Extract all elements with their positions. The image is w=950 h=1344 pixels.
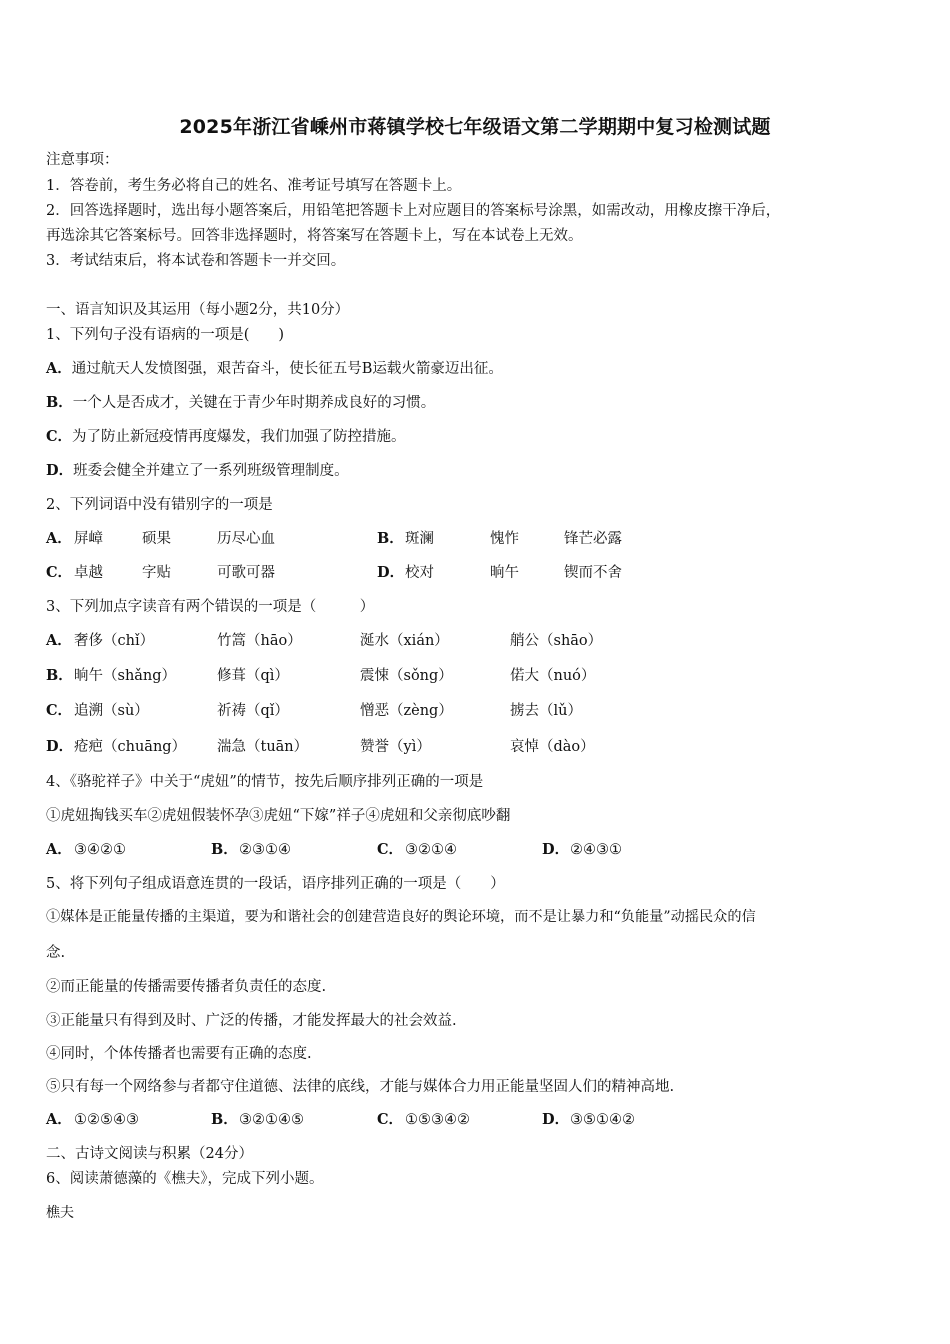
q1-option-d	[46, 461, 349, 481]
option-label: B．	[377, 530, 404, 547]
q2-stem: 2、下列词语中没有错别字的一项是	[46, 497, 273, 513]
word: 晌午	[490, 565, 519, 581]
word: 校对	[405, 565, 434, 581]
q4-stem: 4、《骆驼祥子》中关于“虎妞”的情节，按先后顺序排列正确的一项是	[46, 774, 484, 790]
q5-sentence-1: ①媒体是正能量传播的主渠道，要为和谐社会的创建营造良好的舆论环境，而不是让暴力和“负能量”动摇民众的信	[46, 909, 756, 925]
q1-option-a	[46, 359, 503, 379]
word: 掳去（lǔ）	[510, 703, 582, 719]
option-label: B．	[46, 667, 73, 684]
q1-option-b	[46, 393, 435, 413]
option-label: D．	[46, 462, 74, 479]
word: 硕果	[142, 531, 171, 547]
q3-stem: 3、下列加点字读音有两个错误的一项是（ ）	[46, 599, 375, 615]
q6-stem: 6、阅读萧德藻的《樵夫》，完成下列小题。	[46, 1171, 324, 1187]
word: 可歌可器	[217, 565, 275, 581]
option-text: ①②⑤④③	[74, 1112, 139, 1128]
option-label: D．	[46, 738, 74, 755]
q5-sentence-1-cont: 念.	[46, 945, 66, 961]
q1-option-c	[46, 427, 406, 447]
notice-item: 再选涂其它答案标号。回答非选择题时，将答案写在答题卡上，写在本试卷上无效。	[46, 228, 583, 244]
q5-sentence-2: ②而正能量的传播需要传播者负责任的态度.	[46, 979, 327, 995]
word: 屏嶂	[74, 531, 103, 547]
word: 憎恶（zèng）	[360, 703, 453, 719]
section2-heading: 二、古诗文阅读与积累（24分）	[46, 1146, 253, 1162]
word: 锲而不舍	[564, 565, 622, 581]
option-text: ③④②①	[74, 842, 126, 858]
option-text: ③②①④	[405, 842, 457, 858]
option-text: 班委会健全并建立了一系列班级管理制度。	[73, 463, 349, 479]
word: 涎水（xián）	[360, 633, 449, 649]
word: 愧怍	[490, 531, 519, 547]
page-title: 2025年浙江省嵊州市蒋镇学校七年级语文第二学期期中复习检测试题	[179, 116, 771, 138]
option-label: C．	[46, 428, 73, 445]
word: 锋芒必露	[564, 531, 622, 547]
option-label: A．	[46, 360, 72, 377]
option-text: 一个人是否成才，关键在于青少年时期养成良好的习惯。	[72, 395, 436, 411]
word: 赞誉（yì）	[360, 739, 431, 755]
option-text: ①⑤③④②	[405, 1112, 470, 1128]
word: 湍急（tuān）	[217, 739, 309, 755]
option-label: C．	[46, 564, 73, 581]
option-label: C．	[377, 1111, 404, 1128]
option-label: D．	[377, 564, 405, 581]
option-label: C．	[377, 841, 404, 858]
q5-stem: 5、将下列句子组成语意连贯的一段话，语序排列正确的一项是（ ）	[46, 876, 505, 892]
option-text: ②④③①	[570, 842, 622, 858]
option-label: A．	[46, 1111, 72, 1128]
q5-sentence-4: ④同时，个体传播者也需要有正确的态度.	[46, 1046, 312, 1062]
option-text: ③⑤①④②	[570, 1112, 635, 1128]
option-text: ③②①④⑤	[239, 1112, 304, 1128]
word: 晌午（shǎng）	[74, 668, 177, 684]
option-label: A．	[46, 632, 72, 649]
word: 斑澜	[405, 531, 434, 547]
option-text: 通过航天人发愤图强，艰苦奋斗，使长征五号B运载火箭豪迈出征。	[71, 361, 503, 377]
notice-item: 2．回答选择题时，选出每小题答案后，用铅笔把答题卡上对应题目的答案标号涂黑，如需改动，用橡皮擦干净后，	[46, 203, 781, 219]
notice-heading: 注意事项：	[46, 152, 119, 168]
poem-title: 樵夫	[46, 1205, 74, 1221]
word: 奢侈（chǐ）	[74, 633, 155, 649]
option-label: C．	[46, 702, 73, 719]
word: 疮疤（chuāng）	[74, 739, 187, 755]
word: 追溯（sù）	[74, 703, 149, 719]
q1-stem: 1、下列句子没有语病的一项是( )	[46, 327, 285, 343]
word: 震悚（sǒng）	[360, 668, 453, 684]
option-text: ②③①④	[239, 842, 291, 858]
word: 祈祷（qǐ）	[217, 703, 289, 719]
option-label: B．	[211, 841, 238, 858]
q5-sentence-3: ③正能量只有得到及时、广泛的传播，才能发挥最大的社会效益.	[46, 1013, 457, 1029]
word: 哀悼（dào）	[510, 739, 595, 755]
word: 竹篙（hāo）	[217, 633, 302, 649]
option-label: D．	[542, 841, 570, 858]
option-label: B．	[211, 1111, 238, 1128]
word: 卓越	[74, 565, 103, 581]
word: 字贴	[142, 565, 171, 581]
option-label: D．	[542, 1111, 570, 1128]
q4-events: ①虎妞掏钱买车②虎妞假装怀孕③虎妞“下嫁”祥子④虎妞和父亲彻底吵翻	[46, 808, 511, 824]
option-label: B．	[46, 394, 73, 411]
word: 艄公（shāo）	[510, 633, 603, 649]
notice-item: 1．答卷前，考生务必将自己的姓名、准考证号填写在答题卡上。	[46, 178, 462, 194]
section1-heading: 一、语言知识及其运用（每小题2分，共10分）	[46, 302, 350, 318]
option-label: A．	[46, 530, 72, 547]
word: 修葺（qì）	[217, 668, 289, 684]
option-label: A．	[46, 841, 72, 858]
q5-sentence-5: ⑤只有每一个网络参与者都守住道德、法律的底线，才能与媒体合力用正能量坚固人们的精神高地.	[46, 1079, 675, 1095]
word: 偌大（nuó）	[510, 668, 596, 684]
option-text: 为了防止新冠疫情再度爆发，我们加强了防控措施。	[72, 429, 406, 445]
word: 历尽心血	[217, 531, 275, 547]
notice-item: 3．考试结束后，将本试卷和答题卡一并交回。	[46, 253, 346, 269]
